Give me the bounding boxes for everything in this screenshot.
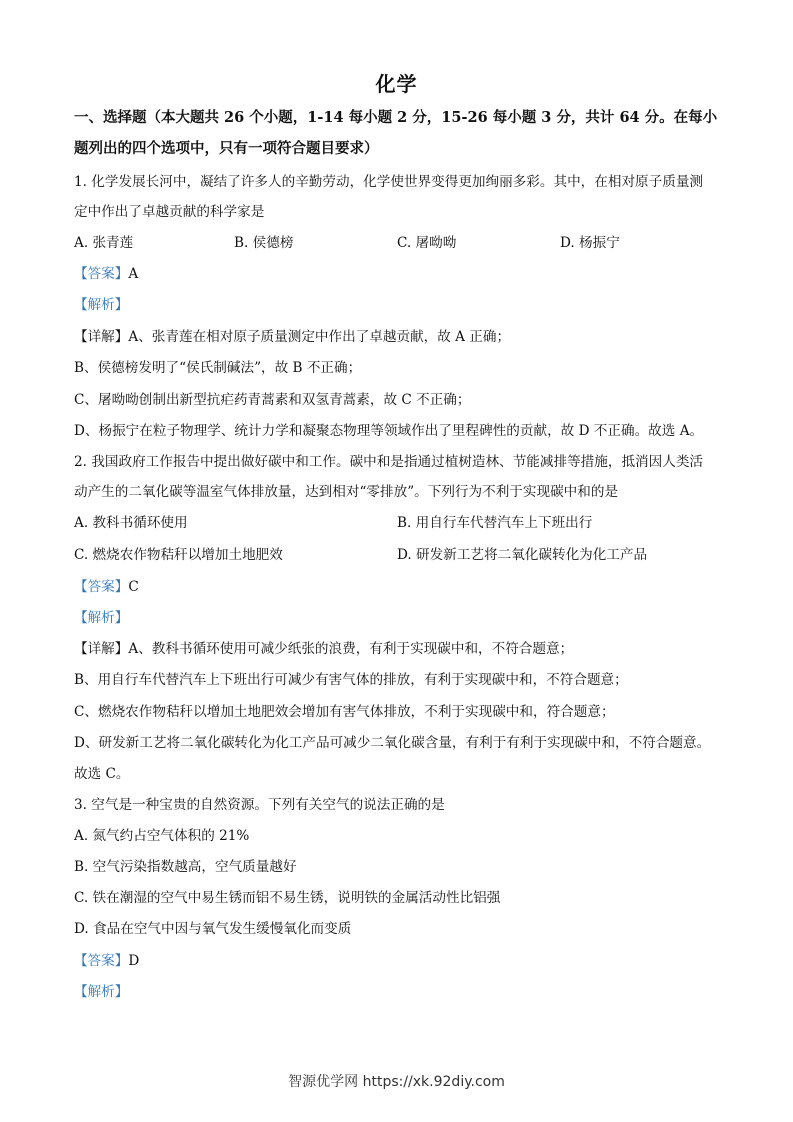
q1-option-b: B. 侯德榜 [234,235,294,251]
q3-option-c: C. 铁在潮湿的空气中易生锈而铝不易生锈，说明铁的金属活动性比铝强 [74,890,501,906]
q3-stem: 3. 空气是一种宝贵的自然资源。下列有关空气的说法正确的是 [74,797,445,813]
answer-tag: 【答案】 [74,266,129,282]
q1-option-d: D. 杨振宁 [560,235,620,251]
q2-detail-line: D、研发新工艺将二氧化碳转化为化工产品可减少二氧化碳含量，有利于有利于实现碳中和，不符合题意。 [74,735,711,751]
q2-detail-line: B、用自行车代替汽车上下班出行可减少有害气体的排放，有利于实现碳中和，不符合题意； [74,672,628,688]
answer-tag: 【答案】 [74,953,129,969]
q2-option-c: C. 燃烧农作物秸秆以增加土地肥效 [74,547,283,563]
q1-stem-line-2: 定中作出了卓越贡献的科学家是 [74,204,265,220]
page-title: 化学 [375,72,418,96]
q2-answer [74,577,139,597]
q1-analysis-tag: 【解析】 [74,297,129,313]
q2-option-a: A. 教科书循环使用 [74,515,188,531]
q1-option-a: A. 张青莲 [74,235,134,251]
q3-option-d: D. 食品在空气中因与氧气发生缓慢氧化而变质 [74,921,352,937]
footer-watermark: 智源优学网 https://xk.92diy.com [288,1074,505,1090]
q2-detail-line: 故选 C。 [74,766,130,782]
q2-detail-line: C、燃烧农作物秸秆以增加土地肥效会增加有害气体排放，不利于实现碳中和，符合题意； [74,704,615,720]
section-header-line-2: 题列出的四个选项中，只有一项符合题目要求） [74,140,379,157]
q2-option-d: D. 研发新工艺将二氧化碳转化为化工产品 [397,547,648,563]
q3-option-a: A. 氮气约占空气体积的 21% [74,828,250,844]
q2-detail-line: 【详解】A、教科书循环使用可减少纸张的浪费，有利于实现碳中和，不符合题意； [74,641,574,657]
q3-option-b: B. 空气污染指数越高，空气质量越好 [74,859,297,875]
q1-detail-line: D、杨振宁在粒子物理学、统计力学和凝聚态物理等领域作出了里程碑性的贡献，故 D 不正确。故选 A。 [74,423,704,439]
q1-detail-line: 【详解】A、张青莲在相对原子质量测定中作出了卓越贡献，故 A 正确； [74,329,511,345]
q1-answer [74,264,138,284]
q2-option-b: B. 用自行车代替汽车上下班出行 [397,515,593,531]
q2-analysis-tag: 【解析】 [74,610,129,626]
section-header-line-1: 一、选择题（本大题共 26 个小题，1-14 每小题 2 分，15-26 每小题 3 分，共计 64 分。在每小 [74,109,718,126]
q2-stem-line-2: 动产生的二氧化碳等温室气体排放量，达到相对“零排放”。下列行为不利于实现碳中和的是 [74,484,619,500]
q1-detail-line: B、侯德榜发明了“侯氏制碱法”，故 B 不正确； [74,360,362,376]
answer-tag: 【答案】 [74,579,129,595]
q3-analysis-tag: 【解析】 [74,984,129,1000]
q1-detail-line: C、屠呦呦创制出新型抗疟药青蒿素和双氢青蒿素，故 C 不正确； [74,392,471,408]
q1-stem-line-1: 1. 化学发展长河中，凝结了许多人的辛勤劳动，化学使世界变得更加绚丽多彩。其中，在相对原子质量测 [74,174,704,190]
answer-value: D [128,953,140,969]
answer-value: A [128,266,139,282]
answer-value: C [128,579,139,595]
q2-stem-line-1: 2. 我国政府工作报告中提出做好碳中和工作。碳中和是指通过植树造林、节能减排等措施，抵消因人类活 [74,454,704,470]
q3-answer [74,951,139,971]
q1-option-c: C. 屠呦呦 [397,235,457,251]
